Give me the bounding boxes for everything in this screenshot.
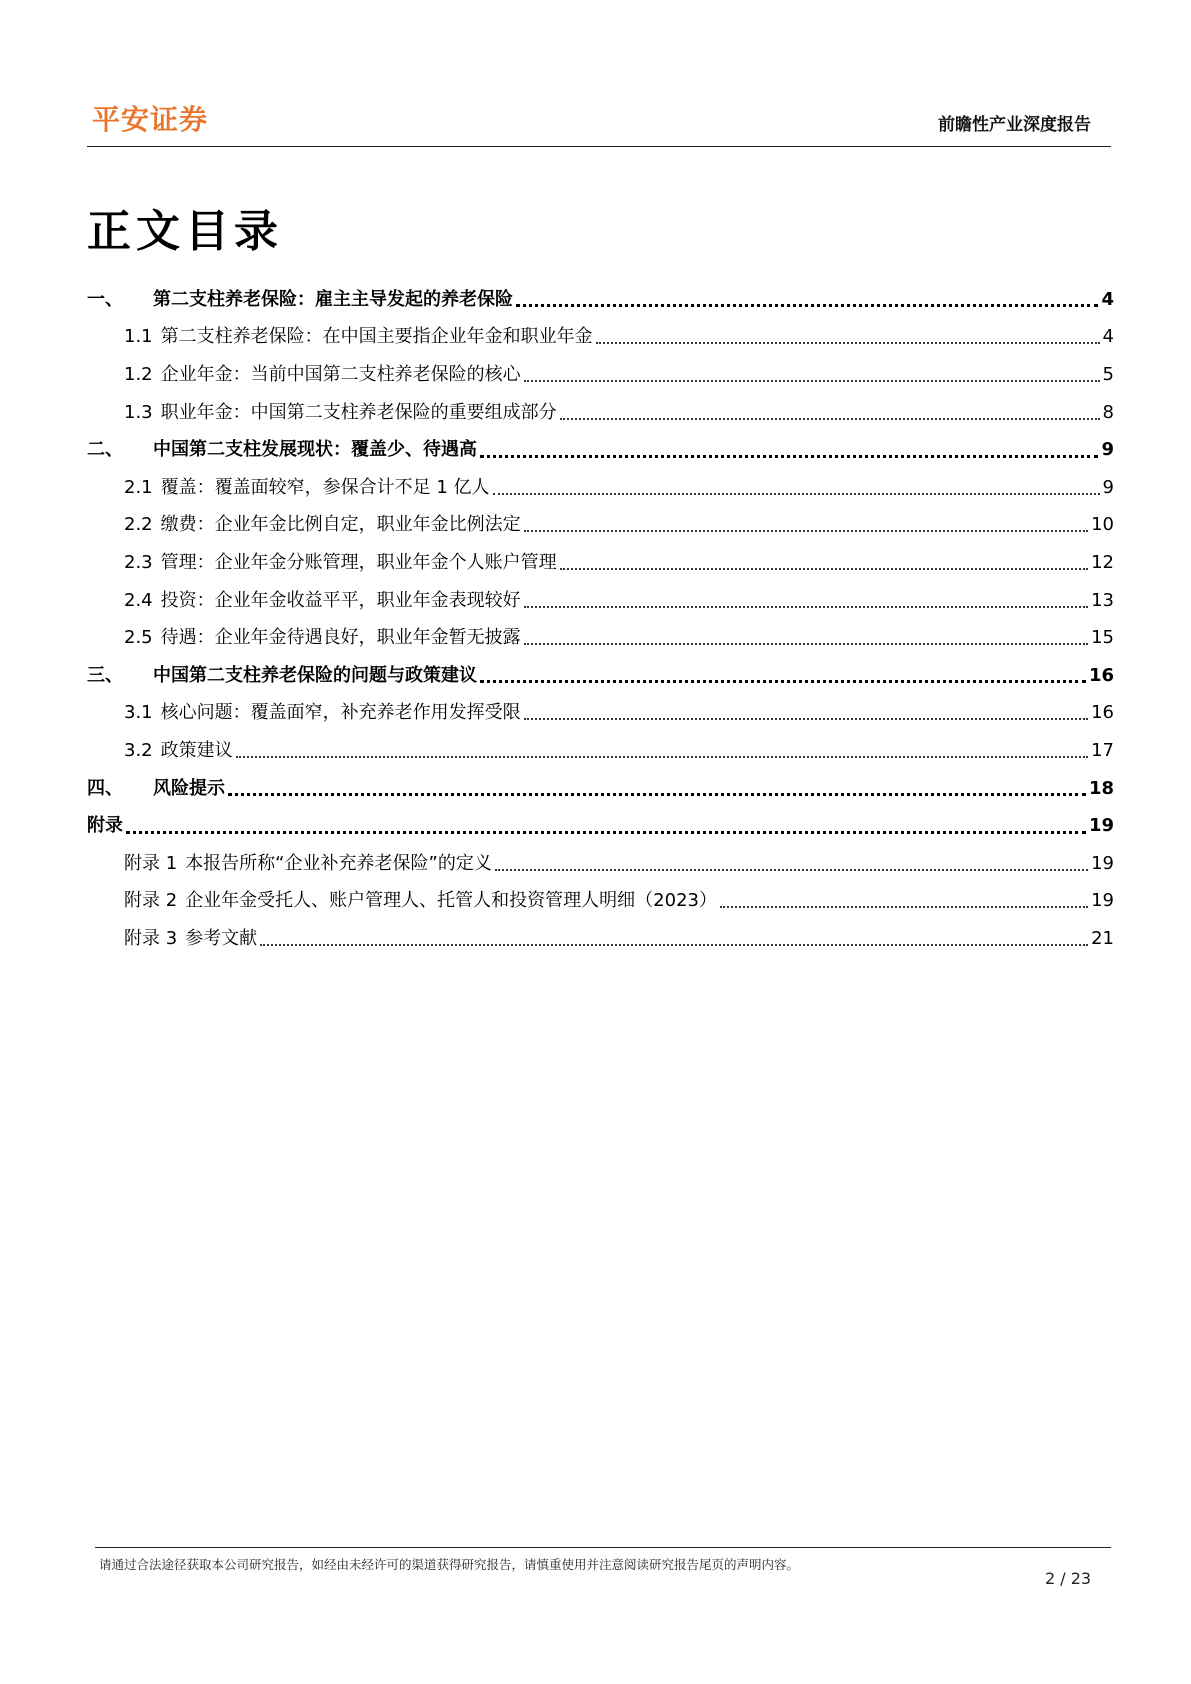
toc-entry-title: 投资：企业年金收益平平，职业年金表现较好 [160, 589, 521, 611]
toc-page-number: 8 [1102, 401, 1114, 423]
company-logo: 平安证券 [92, 103, 209, 136]
toc-entry[interactable] [87, 431, 1114, 469]
toc-entry-number: 2.4 [124, 589, 153, 611]
toc-page-number: 21 [1091, 927, 1114, 949]
toc-page-number: 5 [1102, 363, 1114, 385]
toc-entry-title: 第二支柱养老保险：在中国主要指企业年金和职业年金 [160, 326, 593, 348]
toc-dot-leader [493, 493, 1100, 495]
toc-entry[interactable] [87, 845, 1114, 883]
toc-entry-title: 缴费：企业年金比例自定，职业年金比例法定 [160, 514, 521, 536]
toc-dot-leader [560, 568, 1088, 570]
toc-entry-title: 职业年金：中国第二支柱养老保险的重要组成部分 [160, 401, 557, 423]
toc-entry[interactable] [87, 507, 1114, 545]
toc-entry[interactable] [87, 770, 1114, 808]
page-number: 2 / 23 [1045, 1569, 1092, 1588]
toc-entry-title: 中国第二支柱养老保险的问题与政策建议 [153, 664, 477, 686]
toc-dot-leader [524, 380, 1100, 382]
toc-dot-leader [524, 643, 1088, 645]
toc-dot-leader [228, 793, 1086, 796]
toc-entry-number: 3.2 [124, 739, 153, 761]
toc-entry-number: 四、 [87, 777, 123, 799]
toc-entry-number: 1.2 [124, 363, 153, 385]
toc-entry-title: 核心问题：覆盖面窄，补充养老作用发挥受限 [160, 702, 521, 724]
toc-page-number: 4 [1101, 288, 1114, 310]
toc-entry-number: 附录 2 [124, 890, 178, 912]
toc-entry-number: 2.2 [124, 514, 153, 536]
toc-entry[interactable] [87, 394, 1114, 432]
toc-entry-title: 覆盖：覆盖面较窄，参保合计不足 1 亿人 [160, 476, 490, 498]
toc-page-number: 9 [1102, 476, 1114, 498]
toc-entry-number: 2.3 [124, 551, 153, 573]
toc-entry-number: 附录 3 [124, 927, 178, 949]
toc-page-number: 19 [1091, 852, 1114, 874]
toc-page-number: 13 [1091, 589, 1114, 611]
toc-page-number: 18 [1088, 777, 1114, 799]
toc-entry-title: 企业年金受托人、账户管理人、托管人和投资管理人明细（2023） [185, 890, 717, 912]
toc-entry-number: 2.5 [124, 627, 153, 649]
toc-entry[interactable] [87, 807, 1114, 845]
toc-entry[interactable] [87, 883, 1114, 921]
toc-entry-number: 一、 [87, 288, 123, 310]
toc-page-number: 19 [1091, 890, 1114, 912]
toc-entry-number: 二、 [87, 439, 123, 461]
toc-entry[interactable] [87, 619, 1114, 657]
toc-entry[interactable] [87, 544, 1114, 582]
toc-page-number: 16 [1088, 664, 1114, 686]
toc-entry[interactable] [87, 582, 1114, 620]
page-title: 正文目录 [87, 206, 283, 257]
header-divider [87, 146, 1111, 147]
toc-entry[interactable] [87, 319, 1114, 357]
toc-entry[interactable] [87, 695, 1114, 733]
toc-entry[interactable] [87, 356, 1114, 394]
toc-page-number: 15 [1091, 627, 1114, 649]
toc-dot-leader [524, 606, 1088, 608]
toc-page-number: 17 [1091, 739, 1114, 761]
toc-entry[interactable] [87, 920, 1114, 958]
toc-page-number: 19 [1088, 815, 1114, 837]
toc-dot-leader [480, 680, 1086, 683]
toc-entry-title: 企业年金：当前中国第二支柱养老保险的核心 [160, 363, 521, 385]
toc-entry-number: 1.1 [124, 326, 153, 348]
toc-entry-number: 3.1 [124, 702, 153, 724]
toc-entry-number: 三、 [87, 664, 123, 686]
toc-page-number: 16 [1091, 702, 1114, 724]
toc-entry-title: 政策建议 [160, 739, 233, 761]
toc-dot-leader [126, 831, 1086, 834]
toc-dot-leader [260, 944, 1088, 946]
footer-disclaimer: 请通过合法途径获取本公司研究报告，如经由未经许可的渠道获得研究报告，请慎重使用并注意阅读研究报告尾页的声明内容。 [99, 1557, 800, 1572]
toc-page-number: 4 [1102, 326, 1114, 348]
toc-entry-title: 本报告所称“企业补充养老保险”的定义 [185, 852, 492, 874]
toc-dot-leader [720, 906, 1088, 908]
toc-entry[interactable] [87, 732, 1114, 770]
toc-page-number: 10 [1091, 514, 1114, 536]
toc-entry[interactable] [87, 281, 1114, 319]
footer-divider [95, 1547, 1111, 1548]
toc-dot-leader [516, 304, 1098, 307]
toc-entry-title: 待遇：企业年金待遇良好，职业年金暂无披露 [160, 627, 521, 649]
toc-entry-title: 中国第二支柱发展现状：覆盖少、待遇高 [153, 439, 477, 461]
table-of-contents [87, 281, 1114, 958]
toc-dot-leader [560, 418, 1100, 420]
toc-entry-title: 附录 [87, 815, 123, 837]
toc-dot-leader [524, 718, 1088, 720]
toc-entry[interactable] [87, 469, 1114, 507]
toc-entry[interactable] [87, 657, 1114, 695]
toc-entry-number: 附录 1 [124, 852, 178, 874]
toc-page-number: 9 [1101, 439, 1114, 461]
toc-entry-number: 2.1 [124, 476, 153, 498]
toc-dot-leader [495, 869, 1088, 871]
toc-entry-number: 1.3 [124, 401, 153, 423]
toc-entry-title: 风险提示 [153, 777, 225, 799]
toc-dot-leader [596, 342, 1100, 344]
report-type-label: 前瞻性产业深度报告 [938, 115, 1091, 135]
toc-page-number: 12 [1091, 551, 1114, 573]
toc-entry-title: 第二支柱养老保险：雇主主导发起的养老保险 [153, 288, 513, 310]
toc-dot-leader [236, 756, 1088, 758]
toc-entry-title: 管理：企业年金分账管理，职业年金个人账户管理 [160, 551, 557, 573]
toc-dot-leader [480, 455, 1098, 458]
toc-dot-leader [524, 530, 1088, 532]
toc-entry-title: 参考文献 [185, 927, 258, 949]
